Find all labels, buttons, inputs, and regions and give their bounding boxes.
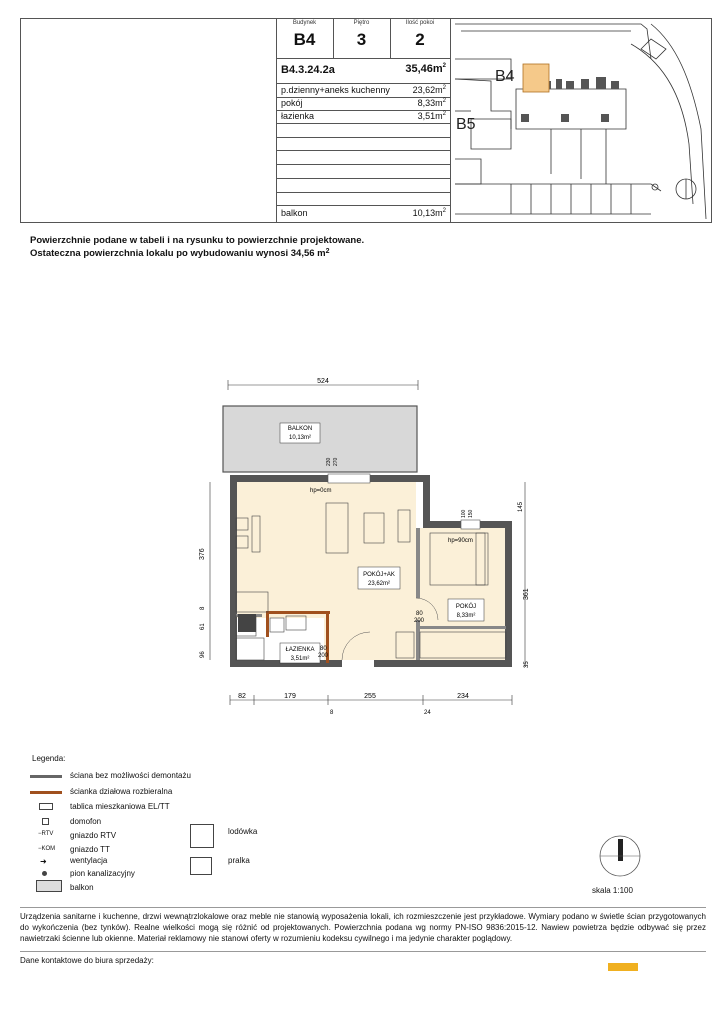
dim-right-1: 145 xyxy=(518,501,524,512)
panel-icon xyxy=(39,803,53,810)
dim-small-2: 24 xyxy=(424,710,431,716)
balkon-door-dim: 230 xyxy=(326,457,332,466)
svg-text:150: 150 xyxy=(468,509,474,518)
rooms-count-value: 2 xyxy=(415,30,425,49)
dim-bottom-3: 255 xyxy=(364,693,376,700)
room-row: p.dzienny+aneks kuchenny $23,62m^2$ xyxy=(281,85,446,95)
header-divider xyxy=(276,164,450,165)
bedroom-area: 8,33m² xyxy=(456,613,476,619)
legend-fridge: lodówka xyxy=(228,827,258,836)
site-label-b5: B5 xyxy=(456,116,476,133)
bedroom-floor xyxy=(416,528,506,660)
dim-right-2: 361 xyxy=(523,588,530,600)
building-value: B4 xyxy=(293,30,316,49)
bathroom-label: ŁAZIENKA xyxy=(285,647,315,653)
balcony-row: balkon $10,13m^2$ xyxy=(281,208,446,218)
living-room-label: POKÓJ+AK xyxy=(363,572,395,578)
dim-left-4: 96 xyxy=(200,651,206,658)
rooms-count-label: Ilość pokoi xyxy=(405,20,435,26)
balkon-label: BALKON xyxy=(287,426,313,432)
legend-balcony: balkon xyxy=(70,883,94,892)
contact-label: Dane kontaktowe do biura sprzedaży: xyxy=(20,956,154,965)
balkon-area: 10,13m² xyxy=(288,435,312,441)
living-room-area: 23,62m² xyxy=(367,581,391,587)
dim-left-3: 61 xyxy=(200,623,206,630)
note-line-1: Powierzchnie podane w tabeli i na rysunku to powierzchnie projektowane. xyxy=(30,235,365,246)
legend-washer: pralka xyxy=(228,856,250,865)
header-divider xyxy=(276,192,450,193)
washer-icon xyxy=(190,857,212,875)
header-divider xyxy=(276,137,450,138)
bedroom-label: POKÓJ xyxy=(455,604,477,610)
fridge-icon xyxy=(190,824,214,848)
svg-text:100: 100 xyxy=(461,509,467,518)
scale-label: skala 1:100 xyxy=(592,886,633,895)
hp-living: hp=0cm xyxy=(310,488,332,494)
legend-title: Legenda: xyxy=(32,754,66,763)
disclaimer: Urządzenia sanitarne i kuchenne, drzwi wewnątrzlokalowe oraz meble nie stanowią wyposażenia lokali, ich rozmieszczenie jest przykładowe. Wymiary podano w świetle ścian przygotowanych do wykończenia (bez tynków). Realne wielkości mogą się różnić od projektowanych. Powierzchnia podana wg normy PN-ISO 9836:2015-12. Nawiew powietrza będzie odbywać się przez nawietrzaki ścienne lub okienne. Materiał reklamowy nie stanowi oferty w rozumieniu kodeksu cywilnego i ma jedynie charakter poglądowy. xyxy=(20,912,706,943)
rtv-socket-icon: −RTV xyxy=(38,831,54,837)
site-label-b4: B4 xyxy=(495,68,515,85)
floor-plan xyxy=(180,370,540,720)
bathroom-area: 3,51m² xyxy=(290,656,310,662)
header-divider xyxy=(276,123,450,124)
floor-value: 3 xyxy=(356,30,367,49)
wall-legend-icon xyxy=(30,775,62,778)
unit-area: $35,46m^2$ xyxy=(405,63,446,75)
note-line-2: Ostateczna powierzchnia lokalu po wybudowaniu wynosi 34,56 $m^2$ xyxy=(30,248,330,259)
dim-bottom-2: 179 xyxy=(284,693,296,700)
door-bed-dim: 80 xyxy=(416,611,423,617)
header-divider xyxy=(276,58,450,59)
dim-left-2: 8 xyxy=(200,606,206,610)
footer-divider xyxy=(20,907,706,908)
dim-left-1: 376 xyxy=(199,548,206,560)
dim-top: 524 xyxy=(317,378,329,385)
legend-wall: ściana bez możliwości demontażu xyxy=(70,771,191,780)
compass-icon xyxy=(596,834,646,882)
dim-bottom-4: 234 xyxy=(457,693,469,700)
header-divider xyxy=(276,83,450,84)
room-row: łazienka $3,51m^2$ xyxy=(281,111,446,121)
header-divider xyxy=(276,178,450,179)
tt-socket-icon: −KOM xyxy=(38,846,56,852)
legend-tt: gniazdo TT xyxy=(70,845,110,854)
legend-ventilation: wentylacja xyxy=(70,856,108,865)
balkon-door-dim-2: 270 xyxy=(333,457,339,466)
unit-id: B4.3.24.2a xyxy=(281,64,335,76)
header-divider xyxy=(276,150,450,151)
drain-icon xyxy=(42,871,47,876)
hp-bedroom: hp=90cm xyxy=(448,538,473,544)
svg-text:200: 200 xyxy=(318,653,329,659)
room-row: pokój $8,33m^2$ xyxy=(281,98,446,108)
dim-small-1: 8 xyxy=(330,710,334,716)
svg-text:200: 200 xyxy=(414,618,425,624)
intercom-icon xyxy=(42,818,49,825)
ventilation-icon: ➜ xyxy=(40,857,47,866)
partition-legend-icon xyxy=(30,791,62,794)
dim-bottom-1: 82 xyxy=(238,693,246,700)
balcony-legend-icon xyxy=(36,880,62,892)
dim-right-3: 35 xyxy=(524,661,530,668)
building-label: Budynek xyxy=(292,20,317,26)
legend-panel: tablica mieszkaniowa EL/TT xyxy=(70,802,170,811)
legend-rtv: gniazdo RTV xyxy=(70,831,117,840)
legend-intercom: domofon xyxy=(70,817,102,826)
site-plan xyxy=(451,19,709,221)
floor-label: Piętro xyxy=(353,20,370,26)
legend-partition: ścianka działowa rozbieralna xyxy=(70,787,173,796)
legend-drain: pion kanalizacyjny xyxy=(70,869,135,878)
door-bath-dim: 80 xyxy=(320,646,327,652)
accent-bar xyxy=(608,963,638,971)
header-divider xyxy=(276,205,450,206)
footer-divider xyxy=(20,951,706,952)
